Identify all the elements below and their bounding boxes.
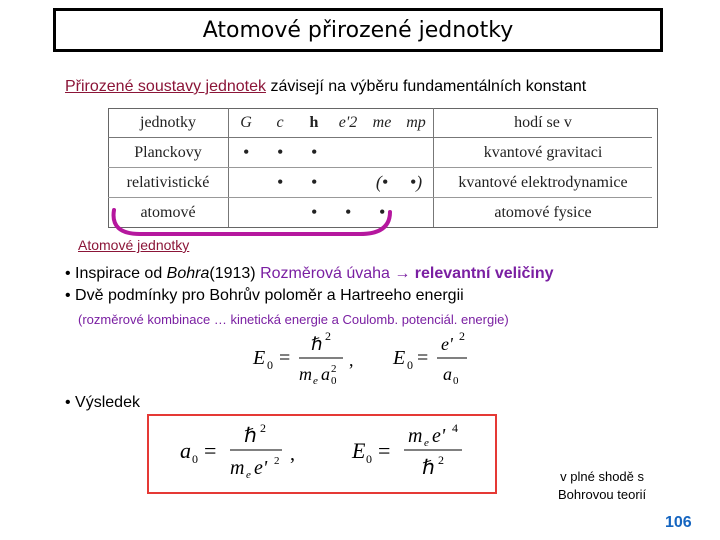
agreement-line-2: Bohrovou teorií — [558, 487, 647, 502]
arrow-icon: → — [394, 265, 411, 282]
res-num-exp4: 4 — [452, 421, 458, 435]
res-a-sub0: 0 — [192, 452, 198, 466]
res-hbar-exp: 2 — [260, 421, 266, 435]
eq1-hbar: ℏ — [311, 334, 323, 354]
table-row — [108, 138, 652, 168]
bullet-inspiration — [65, 265, 554, 283]
eq1-a-exp2: 2 — [331, 363, 337, 375]
eq1-a-sub0: 0 — [331, 375, 337, 387]
res-equals2: = — [378, 438, 391, 463]
eq2-E: E — [393, 347, 406, 369]
res-eprime-exp: 2 — [274, 455, 280, 467]
dimension-note: (rozměrové kombinace … kinetická energie a Coulomb. potenciál. energie) — [78, 312, 509, 327]
table-row — [108, 168, 652, 198]
eq2-equals: = — [417, 347, 429, 369]
eq1-equals: = — [279, 347, 291, 369]
res-num-m: m — [408, 425, 423, 447]
row-mark — [331, 138, 365, 168]
row-mark: • — [263, 168, 297, 198]
row-label: Planckovy — [108, 138, 229, 168]
bullet1-year: (1913) — [209, 265, 261, 282]
row-mark — [399, 138, 434, 168]
res-E-sub0: 0 — [366, 452, 372, 466]
eq2-eprime: e' — [441, 334, 453, 354]
eq2-a: a — [443, 364, 452, 384]
row-mark: • — [297, 168, 331, 198]
res-den-exp2: 2 — [438, 453, 444, 467]
subtitle-underlined: Přirozené soustavy jednotek — [65, 78, 266, 95]
bullet-result: • Výsledek — [65, 394, 140, 411]
eq1-m: m — [299, 364, 312, 384]
subtitle — [65, 78, 586, 96]
eq1-a: a — [321, 364, 330, 384]
row-label: relativistické — [108, 168, 229, 198]
eq1-sub-e: e — [313, 375, 318, 387]
bullet1-rel: relevantní veličiny — [410, 265, 554, 282]
eq1-sub0: 0 — [267, 358, 273, 372]
header-sym-e2: e'2 — [331, 108, 365, 138]
row-mark: • — [297, 138, 331, 168]
bullet1-dim: Rozměrová úvaha — [260, 265, 395, 282]
header-sym-h: h — [297, 108, 331, 138]
row-mark: • — [378, 202, 386, 222]
agreement-note — [558, 468, 646, 504]
row-label: atomové — [108, 198, 229, 228]
row-mark: • — [263, 138, 297, 168]
page-title: Atomové přirozené jednotky — [202, 17, 514, 43]
row-hodi: kvantové gravitaci — [434, 138, 653, 168]
eq2-sub0: 0 — [407, 358, 413, 372]
eq1-exp2: 2 — [325, 329, 331, 343]
row-mark: • — [310, 202, 318, 222]
res-eprime: e' — [254, 457, 268, 479]
eq1-E: E — [253, 347, 266, 369]
row-mark: • — [344, 202, 352, 222]
row-mark — [399, 198, 434, 228]
bullet1-prefix: • Inspirace od — [65, 265, 167, 282]
row-hodi: atomové fysice — [434, 198, 653, 228]
res-den-hbar: ℏ — [422, 457, 435, 479]
atomic-units-heading: Atomové jednotky — [78, 237, 190, 253]
header-sym-me: me — [365, 108, 399, 138]
subtitle-rest: závisejí na výběru fundamentálních konstant — [266, 78, 587, 95]
table-header-row — [108, 108, 652, 138]
res-m: m — [230, 457, 245, 479]
agreement-line-1: v plné shodě s — [560, 469, 644, 484]
row-mark: • — [229, 138, 264, 168]
header-sym-c: c — [263, 108, 297, 138]
res-num-sub-e: e — [424, 437, 429, 449]
bullet-conditions: • Dvě podmínky pro Bohrův poloměr a Hartreeho energii — [65, 287, 464, 304]
result-equations — [170, 418, 490, 488]
bullet1-name: Bohra — [166, 265, 210, 282]
row-mark: •) — [399, 168, 434, 198]
row-mark — [331, 168, 365, 198]
header-sym-mp: mp — [399, 108, 434, 138]
atomic-bracket — [100, 200, 400, 240]
condition-equations — [245, 328, 485, 390]
res-m-sub-e: e — [246, 469, 251, 481]
eq2-a-sub0: 0 — [453, 375, 459, 387]
row-mark: (• — [365, 168, 399, 198]
eq1-comma: , — [349, 350, 354, 370]
row-mark — [365, 138, 399, 168]
title-box — [53, 8, 663, 52]
row-hodi: kvantové elektrodynamice — [434, 168, 653, 198]
res-hbar: ℏ — [244, 425, 257, 447]
res-a: a — [180, 438, 191, 463]
header-hodi: hodí se v — [434, 108, 653, 138]
page-number: 106 — [665, 514, 692, 531]
eq2-exp2: 2 — [459, 329, 465, 343]
row-mark — [229, 168, 264, 198]
res-equals1: = — [204, 438, 217, 463]
res-num-eprime: e' — [432, 425, 446, 447]
res-comma: , — [290, 443, 295, 465]
res-E: E — [352, 438, 366, 463]
header-sym-G: G — [229, 108, 264, 138]
header-label: jednotky — [108, 108, 229, 138]
